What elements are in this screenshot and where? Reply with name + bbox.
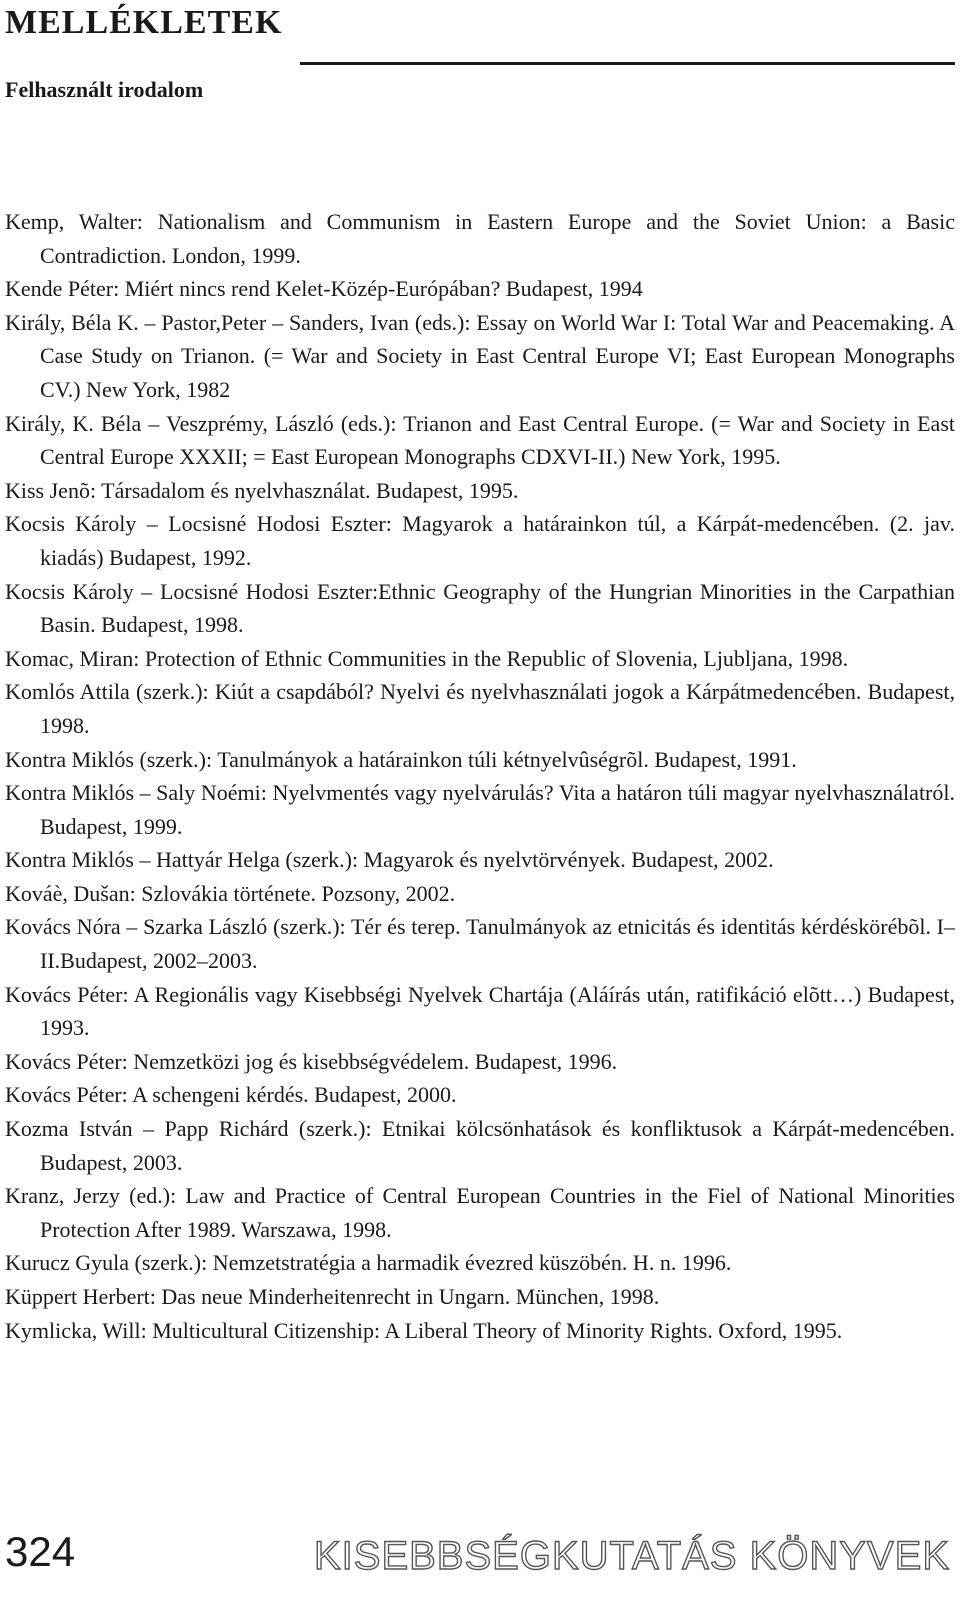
- bibliography-entry: Kurucz Gyula (szerk.): Nemzetstratégia a harmadik évezred küszöbén. H. n. 1996.: [5, 1250, 732, 1276]
- bibliography-list: [5, 205, 955, 1347]
- bibliography-entry: Kovács Péter: A schengeni kérdés. Budapest, 2000.: [5, 1082, 457, 1108]
- bibliography-entry: Kozma István – Papp Richárd (szerk.): Etnikai kölcsönhatások és konfliktusok a Kárpát-medencében. Budapest, 2003.: [5, 1116, 955, 1175]
- page-header: [5, 2, 955, 44]
- bibliography-entry: Kiss Jenõ: Társadalom és nyelvhasználat. Budapest, 1995.: [5, 477, 519, 503]
- bibliography-entry: Kemp, Walter: Nationalism and Communism in Eastern Europe and the Soviet Union: a Basic Contradiction. London, 1999.: [5, 209, 955, 268]
- bibliography-entry: Kende Péter: Miért nincs rend Kelet-Közép-Európában? Budapest, 1994: [5, 276, 643, 302]
- section-subtitle: Felhasznált irodalom: [5, 77, 204, 102]
- bibliography-entry: Kováè, Dušan: Szlovákia története. Pozsony, 2002.: [5, 880, 456, 906]
- header-rule: [300, 62, 955, 65]
- page-footer: [0, 1520, 960, 1599]
- bibliography-entry: Király, K. Béla – Veszprémy, László (eds.): Trianon and East Central Europe. (= War and Society in East Central Europe XXXII; = East European Monographs CDXVI-II.) New York, 1995.: [5, 410, 955, 470]
- bibliography-entry: Kovács Péter: Nemzetközi jog és kisebbségvédelem. Budapest, 1996.: [5, 1048, 618, 1074]
- section-title: MELLÉKLETEK: [5, 4, 283, 41]
- page-number: 324: [5, 1528, 76, 1575]
- bibliography-entry: Kontra Miklós – Saly Noémi: Nyelvmentés vagy nyelvárulás? Vita a határon túli magyar nyelvhasználatról. Budapest, 1999.: [5, 780, 955, 839]
- bibliography-entry: Kovács Nóra – Szarka László (szerk.): Tér és terep. Tanulmányok az etnicitás és identitás kérdéskörébõl. I–II.Budapest, 2002–2003.: [5, 914, 955, 974]
- bibliography-entry: Komlós Attila (szerk.): Kiút a csapdából? Nyelvi és nyelvhasználati jogok a Kárpátmedencében. Budapest, 1998.: [5, 679, 955, 738]
- bibliography-entry: Kranz, Jerzy (ed.): Law and Practice of Central European Countries in the Fiel of National Minorities Protection After 1989. Warszawa, 1998.: [5, 1183, 955, 1242]
- bibliography-entry: Kovács Péter: A Regionális vagy Kisebbségi Nyelvek Chartája (Aláírás után, ratifikáció elõtt…) Budapest, 1993.: [5, 981, 955, 1041]
- bibliography-entry: Kocsis Károly – Locsisné Hodosi Eszter: Magyarok a határainkon túl, a Kárpát-medencében. (2. jav. kiadás) Budapest, 1992.: [5, 511, 955, 570]
- bibliography-entry: Kontra Miklós (szerk.): Tanulmányok a határainkon túli kétnyelvûségrõl. Budapest, 1991.: [5, 746, 797, 772]
- bibliography-entry: Király, Béla K. – Pastor,Peter – Sanders, Ivan (eds.): Essay on World War I: Total War and Peacemaking. A Case Study on Trianon. (= War and Society in East Central Europe VI; East European Monographs CV.) New York, 1982: [5, 309, 955, 402]
- bibliography-entry: Komac, Miran: Protection of Ethnic Communities in the Republic of Slovenia, Ljubljana, 1998.: [5, 645, 849, 671]
- bibliography-entry: Kontra Miklós – Hattyár Helga (szerk.): Magyarok és nyelvtörvények. Budapest, 2002.: [5, 847, 774, 873]
- bibliography-entry: Küppert Herbert: Das neue Minderheitenrecht in Ungarn. München, 1998.: [5, 1284, 660, 1309]
- bibliography-entry: Kymlicka, Will: Multicultural Citizenship: A Liberal Theory of Minority Rights. Oxford, 1995.: [5, 1317, 843, 1343]
- bibliography-entry: Kocsis Károly – Locsisné Hodosi Eszter:Ethnic Geography of the Hungrian Minorities in the Carpathian Basin. Budapest, 1998.: [5, 578, 955, 638]
- series-title: KISEBBSÉGKUTATÁS KÖNYVEK: [313, 1534, 950, 1578]
